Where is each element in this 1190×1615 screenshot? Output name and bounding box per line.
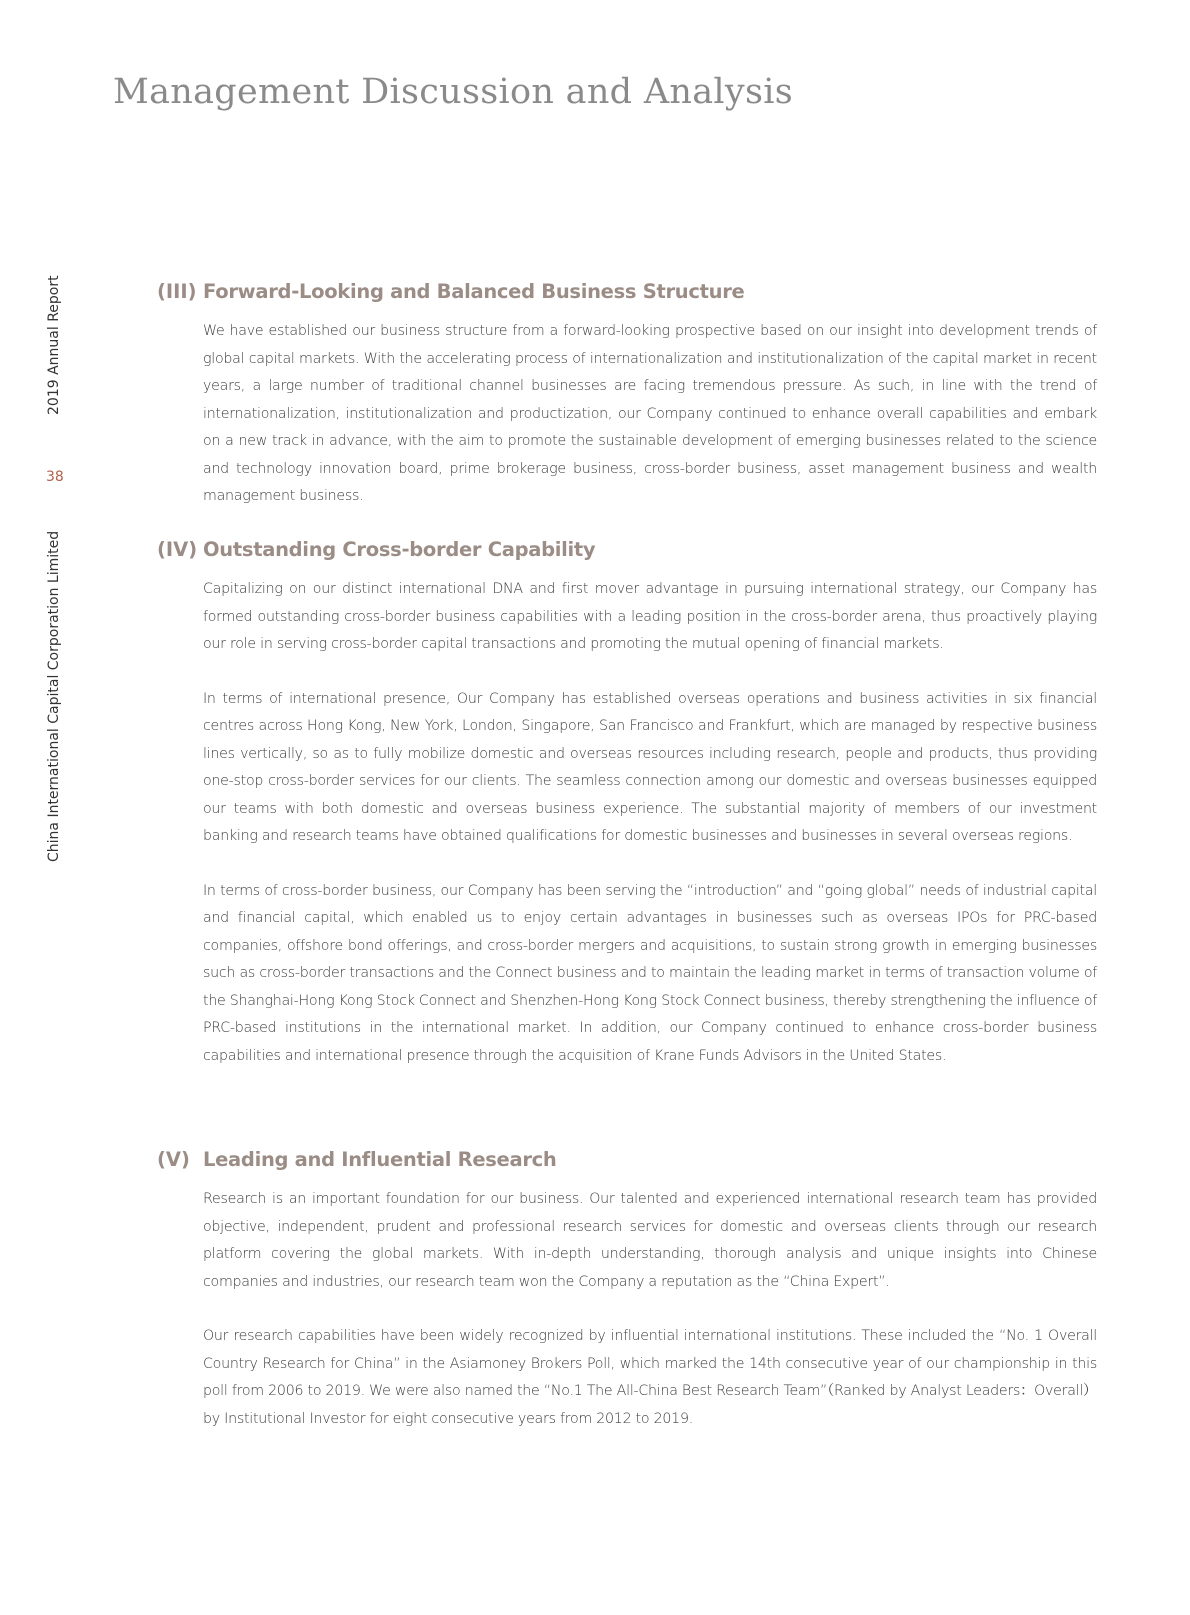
section-title: Forward-Looking and Balanced Business Structure [203,280,745,303]
paragraph: Capitalizing on our distinct international DNA and first mover advantage in pursuing international strategy, our Company has formed outstanding cross-border business capabilities with a leading position in the cross-border arena, thus proactively playing our role in serving cross-border capital transactions and promoting the mutual opening of financial markets. [203,581,1097,652]
paragraph: In terms of cross-border business, our Company has been serving the “introduction” and “going global” needs of industrial capital and financial capital, which enabled us to enjoy certain advantages in businesses such as overseas IPOs for PRC-based companies, offshore bond offerings, and cross-border mergers and acquisitions, to sustain strong growth in emerging businesses such as cross-border transactions and the Connect business and to maintain the leading market in terms of transaction volume of the Shanghai-Hong Kong Stock Connect and Shenzhen-Hong Kong Stock Connect business, thereby strengthening the influence of PRC-based institutions in the international market. In addition, our Company continued to enhance cross-border business capabilities and international presence through the acquisition of Krane Funds Advisors in the United States. [203,882,1097,1064]
section-cross-border [157,538,1097,1070]
section-number: (III) [157,280,197,303]
paragraph: Research is an important foundation for our business. Our talented and experienced international research team has provided objective, independent, prudent and professional research services for domestic and overseas clients through our research platform covering the global markets. With in-depth understanding, thorough analysis and unique insights into Chinese companies and industries, our research team won the Company a reputation as the “China Expert”. [203,1191,1097,1290]
section-number: (IV) [157,538,198,561]
paragraph: Our research capabilities have been widely recognized by influential international institutions. These included the “No. 1 Overall Country Research for China” in the Asiamoney Brokers Poll, which marked the 14th consecutive year of our championship in this poll from 2006 to 2019. We were also named the “No.1 The All-China Best Research Team”（Ranked by Analyst Leaders：Overall）by Institutional Investor for eight consecutive years from 2012 to 2019. [203,1328,1097,1427]
section-heading [157,1148,1097,1178]
paragraph: In terms of international presence, Our Company has established overseas operations and business activities in six financial centres across Hong Kong, New York, London, Singapore, San Francisco and Frankfurt, which are managed by respective business lines vertically, so as to fully mobilize domestic and overseas resources including research, people and products, thus providing one-stop cross-border services for our clients. The seamless connection among our domestic and overseas businesses equipped our teams with both domestic and overseas business experience. The substantial majority of members of our investment banking and research teams have obtained qualifications for domestic businesses and businesses in several overseas regions. [203,690,1097,844]
report-label: 2019 Annual Report [46,275,62,415]
section-research [157,1148,1097,1433]
section-heading [157,538,1097,568]
section-number: (V) [157,1148,190,1171]
section-title: Outstanding Cross-border Capability [203,538,596,561]
section-title: Leading and Influential Research [203,1148,557,1171]
company-label: China International Capital Corporation Limited [46,530,62,862]
section-business-structure [157,280,1097,511]
page-number: 38 [46,469,64,485]
page-title: Management Discussion and Analysis [113,72,793,112]
paragraph: We have established our business structure from a forward-looking prospective based on our insight into development trends of global capital markets. With the accelerating process of internationalization and institutionalization of the capital market in recent years, a large number of traditional channel businesses are facing tremendous pressure. As such, in line with the trend of internationalization, institutionalization and productization, our Company continued to enhance overall capabilities and embark on a new track in advance, with the aim to promote the sustainable development of emerging businesses related to the science and technology innovation board, prime brokerage business, cross-border business, asset management business and wealth management business. [203,323,1097,504]
section-heading [157,280,1097,310]
